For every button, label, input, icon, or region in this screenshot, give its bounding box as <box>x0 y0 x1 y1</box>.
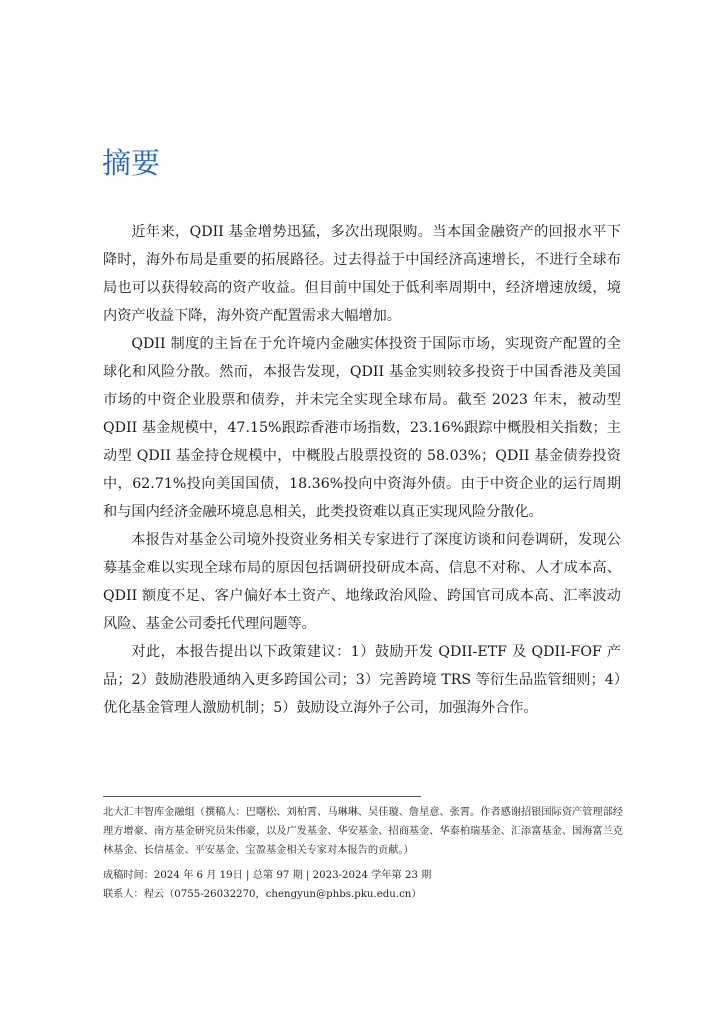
page-title: 摘要 <box>102 146 161 180</box>
paragraph-background: 近年来，QDII 基金增势迅猛，多次出现限购。当本国金融资产的回报水平下降时，海外布局是重要的拓展路径。过去得益于中国经济高速增长，不进行全球布局也可以获得较高的资产收益。但目前中国处于低利率周期中，经济增速放缓，境内资产收益下降，海外资产配置需求大幅增加。 <box>103 224 621 324</box>
footnote <box>103 803 623 904</box>
footnote-date-line: 成稿时间：2024 年 6 月 19日 | 总第 97 期 | 2023-2024 学年第 23 期 <box>103 870 432 881</box>
paragraph-recommendations: 对此，本报告提出以下政策建议：1）鼓励开发 QDII-ETF 及 QDII-FOF 产品；2）鼓励港股通纳入更多跨国公司；3）完善跨境 TRS 等衍生品监管细则；4）优化基金管理人激励机制；5）鼓励设立海外子公司，加强海外合作。 <box>103 644 621 716</box>
paragraph-causes: 本报告对基金公司境外投资业务相关专家进行了深度访谈和问卷调研，发现公募基金难以实现全球布局的原因包括调研投研成本高、信息不对称、人才成本高、QDII 额度不足、客户偏好本土资产、地缘政治风险、跨国官司成本高、汇率波动风险、基金公司委托代理问题等。 <box>103 532 621 632</box>
abstract-body <box>103 218 621 722</box>
footnote-credits: 北大汇丰智库金融组（撰稿人：巴曙松、刘柏霄、马琳琳、吴佳璇、詹星意、张霄。作者感谢招银国际资产管理部经理方增豪、南方基金研究员朱伟豪，以及广发基金、华安基金、招商基金、华泰柏瑞基金、汇添富基金、国海富兰克林基金、长信基金、平安基金、宝盈基金相关专家对本报告的贡献。） <box>103 807 623 856</box>
paragraph-findings: QDII 制度的主旨在于允许境内金融实体投资于国际市场，实现资产配置的全球化和风险分散。然而，本报告发现，QDII 基金实则较多投资于中国香港及美国市场的中资企业股票和债券，并未完全实现全球布局。截至 2023 年末，被动型 QDII 基金规模中，47.15%跟踪香港市场指数，23.16%跟踪中概股相关指数；主动型 QDII 基金持仓规模中，中概股占股票投资的 58.03%；QDII 基金债券投资中，62.71%投向美国国债，18.36%投向中资海外债。由于中资企业的运行周期和与国内经济金融环境息息相关，此类投资难以真正实现风险分散化。 <box>103 336 621 520</box>
footnote-contact: 联系人：程云（0755-26032270，chengyun@phbs.pku.edu.cn） <box>103 889 422 900</box>
footnote-divider <box>103 796 421 797</box>
